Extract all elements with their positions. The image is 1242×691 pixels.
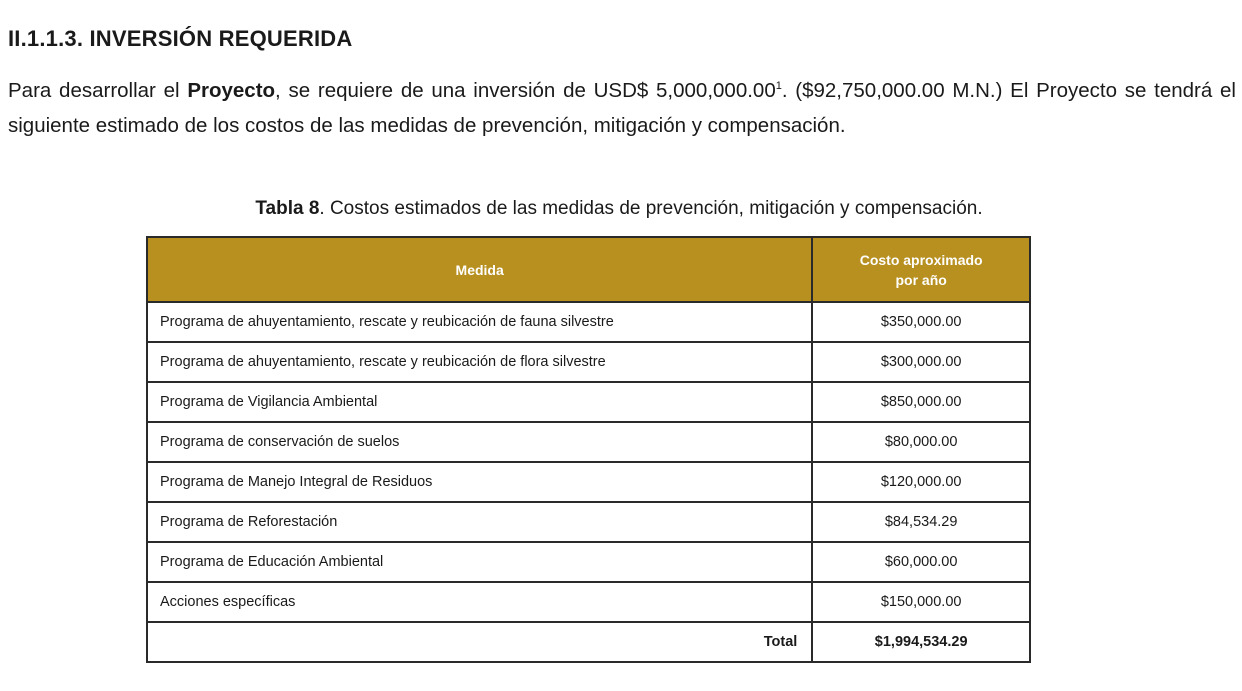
table-row [147, 542, 1030, 582]
table-row [147, 302, 1030, 342]
cell-costo: $350,000.00 [812, 302, 1030, 342]
paragraph-text-3: . ($92,750,000.00 M.N.) El Proyecto se tendrá el siguiente estimado de los costos de las medidas de prevención, mitigación y compensación. [8, 79, 1236, 137]
table-row [147, 582, 1030, 622]
paragraph-text-1: Para desarrollar el [8, 79, 188, 102]
cell-medida: Programa de conservación de suelos [147, 422, 812, 462]
header-medida: Medida [147, 237, 812, 302]
cell-medida: Programa de ahuyentamiento, rescate y reubicación de fauna silvestre [147, 302, 812, 342]
paragraph-text-2: , se requiere de una inversión de USD$ 5,000,000.00 [275, 79, 776, 102]
cell-costo: $850,000.00 [812, 382, 1030, 422]
cell-costo: $150,000.00 [812, 582, 1030, 622]
table-header-row [147, 237, 1030, 302]
costs-table [146, 236, 1031, 663]
table-row [147, 422, 1030, 462]
cell-costo: $300,000.00 [812, 342, 1030, 382]
cell-medida: Programa de Manejo Integral de Residuos [147, 462, 812, 502]
cell-medida: Programa de Vigilancia Ambiental [147, 382, 812, 422]
header-costo-line1: Costo aproximado [859, 251, 983, 268]
cell-costo: $84,534.29 [812, 502, 1030, 542]
table-caption [0, 198, 1242, 220]
section-heading: II.1.1.3. INVERSIÓN REQUERIDA [8, 26, 353, 51]
intro-paragraph [8, 74, 1236, 143]
footnote-marker: 1 [775, 80, 782, 93]
table-row [147, 502, 1030, 542]
table-row [147, 342, 1030, 382]
total-label: Total [147, 622, 812, 662]
cell-medida: Acciones específicas [147, 582, 812, 622]
header-costo-line2: por año [895, 271, 947, 288]
cell-medida: Programa de Educación Ambiental [147, 542, 812, 582]
caption-text: . Costos estimados de las medidas de prevención, mitigación y compensación. [319, 198, 983, 219]
cell-costo: $120,000.00 [812, 462, 1030, 502]
paragraph-bold-proyecto: Proyecto [187, 79, 276, 102]
cell-medida: Programa de Reforestación [147, 502, 812, 542]
table-row [147, 382, 1030, 422]
total-value: $1,994,534.29 [812, 622, 1030, 662]
table-total-row [147, 622, 1030, 662]
header-costo [812, 237, 1030, 302]
table-row [147, 462, 1030, 502]
cell-medida: Programa de ahuyentamiento, rescate y reubicación de flora silvestre [147, 342, 812, 382]
cell-costo: $60,000.00 [812, 542, 1030, 582]
cell-costo: $80,000.00 [812, 422, 1030, 462]
caption-label: Tabla 8 [255, 198, 320, 219]
